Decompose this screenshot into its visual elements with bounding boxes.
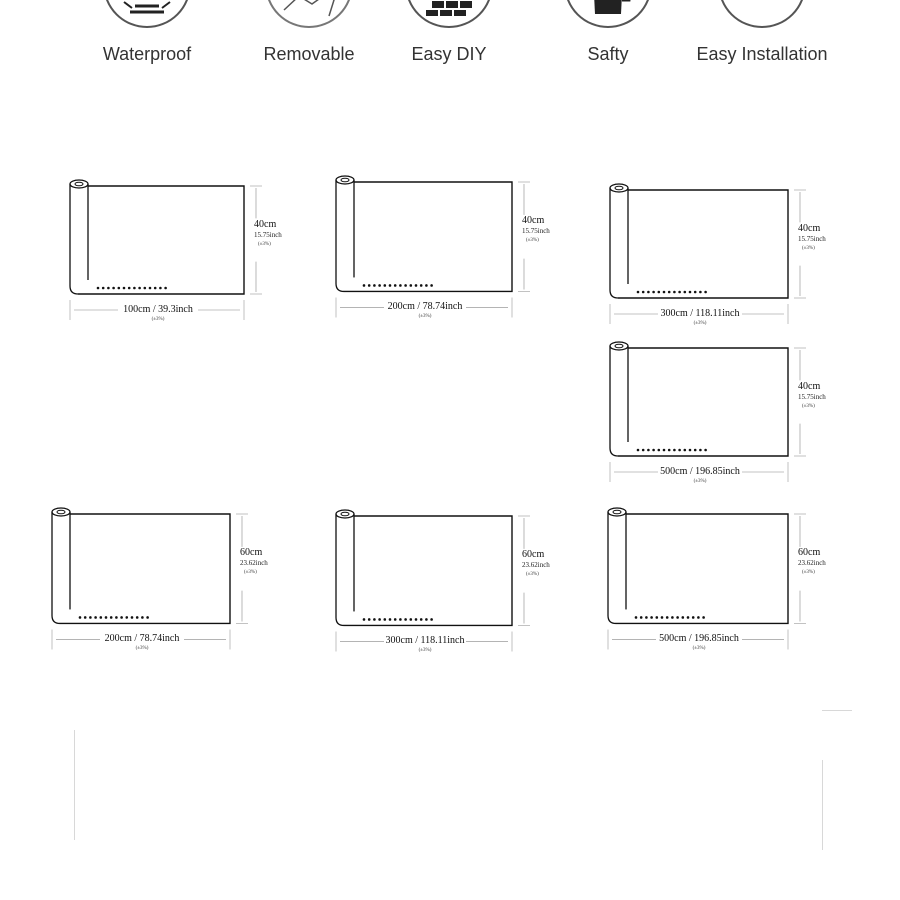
dot-mark	[404, 618, 407, 621]
wallpaper-sheet	[618, 190, 788, 298]
height-tolerance: (±3%)	[526, 238, 539, 244]
width-label: 200cm / 78.74inch	[387, 301, 463, 313]
dot-mark	[394, 284, 397, 287]
dot-mark	[682, 616, 685, 619]
height-tolerance: (±3%)	[244, 570, 257, 576]
dot-mark	[97, 287, 100, 290]
dot-mark	[684, 449, 687, 452]
peel-hand-icon	[264, 0, 354, 28]
dot-mark	[154, 287, 157, 290]
brick-wall-icon	[404, 0, 494, 28]
water-drop-icon	[102, 0, 192, 28]
wallpaper-sheet	[616, 514, 788, 623]
dot-mark	[410, 284, 413, 287]
dot-mark	[668, 449, 671, 452]
dot-mark	[678, 449, 681, 452]
wallpaper-sheet	[60, 514, 230, 623]
dot-mark	[100, 616, 103, 619]
width-label: 500cm / 196.85inch	[659, 633, 739, 645]
dot-mark	[415, 618, 418, 621]
roll-top-icon	[52, 508, 70, 516]
dot-mark	[652, 291, 655, 294]
height-cm-label: 60cm	[522, 549, 545, 561]
dot-mark	[697, 616, 700, 619]
feature-label: Easy DIY	[411, 44, 487, 64]
roll-top-icon	[608, 508, 626, 516]
height-inch-label: 15.75inch	[798, 234, 826, 243]
width-label: 200cm / 78.74inch	[104, 633, 180, 645]
dot-mark	[368, 618, 371, 621]
size-panel	[608, 338, 824, 488]
dot-mark	[666, 616, 669, 619]
dot-mark	[645, 616, 648, 619]
divider	[74, 730, 75, 840]
dot-mark	[120, 616, 123, 619]
roll-side-line	[336, 180, 344, 291]
dot-mark	[94, 616, 97, 619]
dot-mark	[144, 287, 147, 290]
size-panel	[50, 504, 266, 656]
width-label: 300cm / 118.11inch	[385, 635, 465, 647]
dot-mark	[684, 291, 687, 294]
roll-side-line	[336, 514, 344, 625]
feature-removable	[234, 0, 384, 80]
height-inch-label: 23.62inch	[240, 559, 268, 568]
width-tolerance: (±3%)	[151, 317, 165, 322]
width-tolerance: (±3%)	[692, 646, 706, 652]
dot-mark	[642, 291, 645, 294]
dot-mark	[699, 291, 702, 294]
size-panel	[68, 176, 280, 326]
dot-mark	[384, 618, 387, 621]
width-tolerance: (±3%)	[418, 314, 432, 320]
size-panel	[334, 172, 548, 324]
dot-mark	[694, 291, 697, 294]
dot-mark	[689, 291, 692, 294]
dot-mark	[136, 616, 139, 619]
dot-mark	[123, 287, 126, 290]
dot-mark	[110, 616, 113, 619]
height-cm-label: 60cm	[240, 547, 263, 559]
dot-mark	[415, 284, 418, 287]
height-tolerance: (±3%)	[802, 403, 815, 409]
roll-top-icon	[70, 180, 88, 188]
dot-mark	[671, 616, 674, 619]
wallpaper-sheet	[344, 182, 512, 291]
dot-mark	[399, 618, 402, 621]
dot-mark	[384, 284, 387, 287]
dot-mark	[368, 284, 371, 287]
size-panel	[608, 180, 824, 330]
width-tolerance: (±3%)	[693, 321, 707, 326]
roll-side-line	[608, 512, 616, 623]
dot-mark	[146, 616, 149, 619]
size-panel	[606, 504, 824, 656]
wallpaper-sheet	[344, 516, 512, 625]
dot-mark	[647, 291, 650, 294]
dot-mark	[663, 291, 666, 294]
dot-mark	[656, 616, 659, 619]
height-tolerance: (±3%)	[802, 570, 815, 576]
dot-mark	[635, 616, 638, 619]
dot-mark	[425, 618, 428, 621]
dot-mark	[689, 449, 692, 452]
wallpaper-sheet	[618, 348, 788, 456]
dot-mark	[84, 616, 87, 619]
height-cm-label: 60cm	[798, 547, 821, 559]
feature-label: Waterproof	[102, 44, 192, 64]
height-inch-label: 23.62inch	[798, 559, 826, 568]
dot-mark	[661, 616, 664, 619]
dot-mark	[164, 287, 167, 290]
dot-mark	[115, 616, 118, 619]
height-cm-label: 40cm	[254, 218, 277, 230]
roll-top-icon	[336, 176, 354, 184]
window-icon	[717, 0, 807, 28]
dot-mark	[663, 449, 666, 452]
roll-top-icon	[610, 342, 628, 350]
dot-mark	[668, 291, 671, 294]
dot-mark	[704, 291, 707, 294]
dot-mark	[363, 284, 366, 287]
width-tolerance: (±3%)	[418, 648, 432, 654]
dot-mark	[389, 618, 392, 621]
dot-mark	[89, 616, 92, 619]
dot-mark	[378, 284, 381, 287]
feature-easy-installation	[687, 0, 837, 80]
width-label: 100cm / 39.3inch	[123, 304, 193, 315]
feature-label: Removable	[263, 44, 355, 64]
roll-top-icon	[610, 184, 628, 192]
cup-icon	[563, 0, 653, 28]
dot-mark	[425, 284, 428, 287]
divider	[822, 760, 823, 850]
dot-mark	[373, 618, 376, 621]
dot-mark	[704, 449, 707, 452]
dot-mark	[131, 616, 134, 619]
dot-mark	[692, 616, 695, 619]
dot-mark	[159, 287, 162, 290]
dot-mark	[678, 291, 681, 294]
divider	[822, 710, 852, 711]
dot-mark	[404, 284, 407, 287]
feature-label: Easy Installation	[696, 44, 828, 64]
height-tolerance: (±3%)	[258, 241, 271, 247]
dot-mark	[699, 449, 702, 452]
dot-mark	[420, 284, 423, 287]
dot-mark	[647, 449, 650, 452]
height-inch-label: 23.62inch	[522, 561, 550, 570]
feature-waterproof	[72, 0, 222, 80]
feature-easy-diy	[374, 0, 524, 80]
dot-mark	[694, 449, 697, 452]
dot-mark	[637, 449, 640, 452]
height-cm-label: 40cm	[522, 215, 545, 227]
dot-mark	[126, 616, 129, 619]
roll-top-icon	[336, 510, 354, 518]
dot-mark	[363, 618, 366, 621]
roll-side-line	[70, 184, 78, 294]
height-inch-label: 15.75inch	[254, 230, 282, 239]
dot-mark	[389, 284, 392, 287]
dot-mark	[673, 449, 676, 452]
dot-mark	[133, 287, 136, 290]
height-cm-label: 40cm	[798, 222, 821, 234]
feature-safty	[533, 0, 683, 80]
wallpaper-sheet	[78, 186, 244, 294]
dot-mark	[652, 449, 655, 452]
feature-label: Safty	[587, 44, 629, 64]
dot-mark	[702, 616, 705, 619]
dot-mark	[658, 449, 661, 452]
height-tolerance: (±3%)	[802, 245, 815, 251]
dot-mark	[373, 284, 376, 287]
width-label: 300cm / 118.11inch	[660, 308, 740, 319]
dot-mark	[430, 618, 433, 621]
roll-side-line	[610, 346, 618, 456]
dot-mark	[399, 284, 402, 287]
roll-side-line	[610, 188, 618, 298]
width-label: 500cm / 196.85inch	[660, 466, 740, 477]
dot-mark	[658, 291, 661, 294]
dot-mark	[676, 616, 679, 619]
height-inch-label: 15.75inch	[522, 227, 550, 236]
dot-mark	[112, 287, 115, 290]
dot-mark	[640, 616, 643, 619]
width-tolerance: (±3%)	[693, 479, 707, 484]
width-tolerance: (±3%)	[135, 646, 149, 652]
dot-mark	[637, 291, 640, 294]
height-inch-label: 15.75inch	[798, 392, 826, 401]
dot-mark	[79, 616, 82, 619]
height-cm-label: 40cm	[798, 380, 821, 392]
dot-mark	[128, 287, 131, 290]
size-panel	[334, 506, 548, 658]
dot-mark	[410, 618, 413, 621]
dot-mark	[642, 449, 645, 452]
roll-side-line	[52, 512, 60, 623]
dot-mark	[107, 287, 110, 290]
dot-mark	[430, 284, 433, 287]
dot-mark	[673, 291, 676, 294]
dot-mark	[105, 616, 108, 619]
dot-mark	[141, 616, 144, 619]
dot-mark	[687, 616, 690, 619]
dot-mark	[102, 287, 105, 290]
dot-mark	[650, 616, 653, 619]
height-tolerance: (±3%)	[526, 572, 539, 578]
dot-mark	[420, 618, 423, 621]
dot-mark	[138, 287, 141, 290]
dot-mark	[149, 287, 152, 290]
dot-mark	[378, 618, 381, 621]
dot-mark	[118, 287, 121, 290]
dot-mark	[394, 618, 397, 621]
